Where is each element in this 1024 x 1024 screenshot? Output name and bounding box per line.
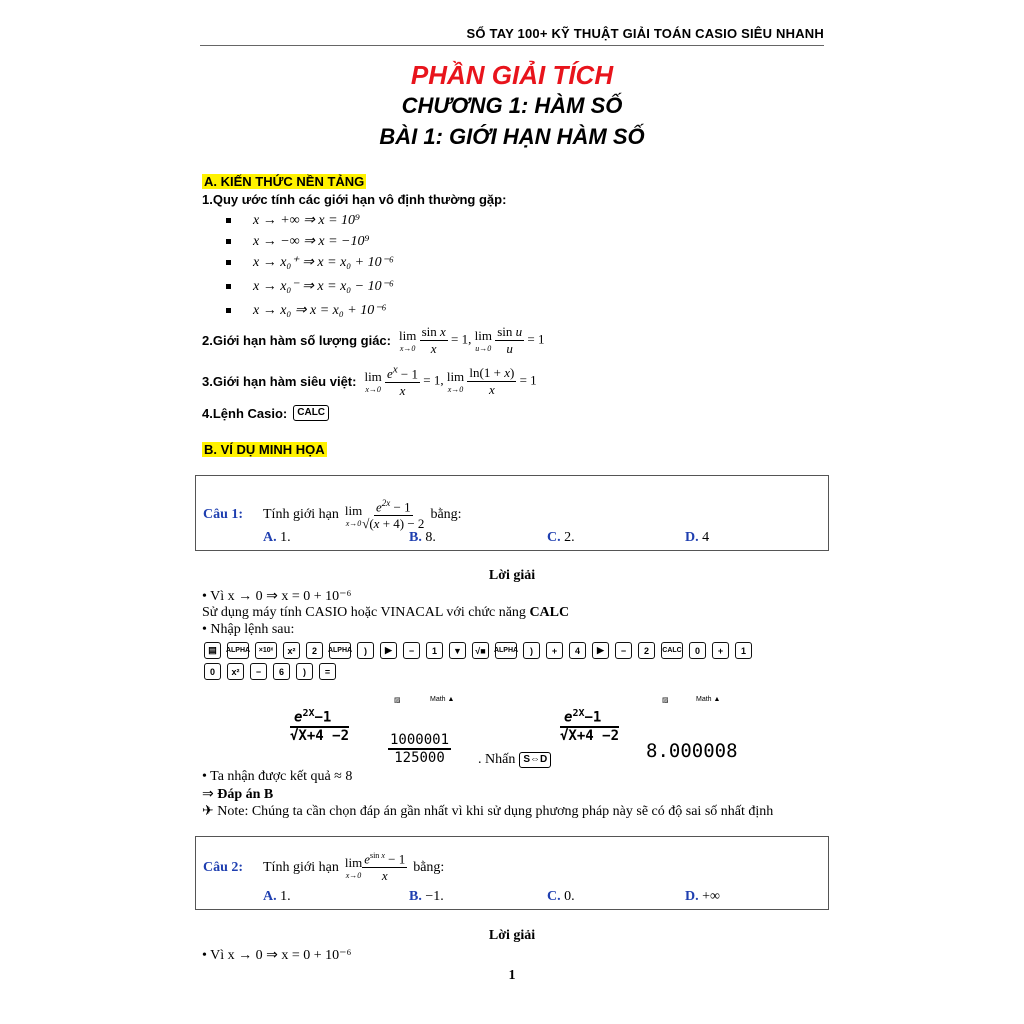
calc-key: CALC [661, 642, 683, 659]
question-2-expression: $\frac{e^{sin x} - 1}{x}$ [364, 851, 406, 884]
calc-key: x² [227, 663, 244, 680]
calc-key: ) [357, 642, 374, 659]
answer-line: ⇒ Đáp án B [202, 787, 274, 802]
q2-option-c[interactable]: C. 0. [547, 889, 575, 904]
solution-1-heading: Lời giải [488, 568, 536, 583]
calc-key: 0 [204, 663, 221, 680]
screen-1-indicator-icon: ▨ [394, 697, 401, 704]
list-item: x → −∞ ⇒ x = −10⁹ [226, 233, 394, 254]
item-3-text: 3.Giới hạn hàm siêu việt: [202, 374, 357, 390]
q1-option-b[interactable]: B. 8. [409, 530, 436, 545]
item-4 [202, 405, 333, 421]
solution-2-line-1: • Vì x → 0 ⇒ x = 0 + 10⁻⁶ [202, 948, 352, 963]
calc-key: ) [296, 663, 313, 680]
q2-option-a[interactable]: A. 1. [263, 889, 291, 904]
note-line: ✈ Note: Chúng ta cần chọn đáp án gần nhất vì khi sử dụng phương pháp này sẽ có độ sai số nhất định [202, 804, 774, 819]
calc-key: ▶ [592, 642, 609, 659]
calc-key: ALPHA [329, 642, 351, 659]
question-2-prompt: Tính giới hạn [263, 859, 339, 875]
q1-option-c[interactable]: C. 2. [547, 530, 575, 545]
calc-key: ALPHA [495, 642, 517, 659]
page-number: 1 [508, 968, 516, 983]
solution-2-heading: Lời giải [488, 928, 536, 943]
list-item: x → x₀ ⇒ x = x₀ + 10⁻⁶ [226, 302, 394, 326]
header-rule [200, 45, 824, 46]
q2-option-d[interactable]: D. +∞ [685, 889, 721, 904]
calc-key: = [319, 663, 336, 680]
running-header: SỔ TAY 100+ KỸ THUẬT GIẢI TOÁN CASIO SIÊU NHANH [466, 26, 824, 41]
item-3 [202, 364, 537, 399]
calc-key: √■ [472, 642, 489, 659]
q2-option-b[interactable]: B. −1. [409, 889, 444, 904]
question-1-suffix: bằng: [430, 507, 462, 523]
calc-key: 2 [638, 642, 655, 659]
calc-key: 6 [273, 663, 290, 680]
calc-key: ▤ [204, 642, 221, 659]
chapter-title: CHƯƠNG 1: HÀM SỐ [401, 93, 623, 118]
question-1-expression: $\frac{e^{2x} - 1}{√(x + 4) - 2}$ [362, 498, 425, 532]
question-2-box [195, 836, 829, 910]
calc-key: 1 [426, 642, 443, 659]
calc-key: ▶ [380, 642, 397, 659]
item-1-text: 1.Quy ước tính các giới hạn vô định thường gặp: [202, 192, 507, 207]
question-2-line: Câu 2: Tính giới hạn lim x→0 $\frac{e^{sin x} - 1}{x}$ bằng: [203, 851, 445, 884]
calc-key: − [403, 642, 420, 659]
screen-2-indicator-icon: ▨ [662, 697, 669, 704]
screen-2-result: 8.000008 [646, 740, 738, 762]
calc-key: ▼ [449, 642, 466, 659]
screen-1-mode: Math ▲ [430, 696, 455, 703]
question-1-label: Câu 1: [203, 507, 244, 523]
press-instruction: . Nhấn S⇔D [478, 752, 555, 768]
item-2-text: 2.Giới hạn hàm số lượng giác: [202, 333, 391, 348]
question-2-label: Câu 2: [203, 859, 244, 875]
sd-key: S⇔D [519, 752, 551, 768]
calc-screen-1 [290, 696, 490, 766]
item-4-text: 4.Lệnh Casio: [202, 405, 288, 421]
calc-key: 4 [569, 642, 586, 659]
calc-key: x² [283, 642, 300, 659]
calc-key: − [615, 642, 632, 659]
calc-key: − [250, 663, 267, 680]
solution-1-line-2: Sử dụng máy tính CASIO hoặc VINACAL với chức năng CALC [202, 605, 570, 620]
section-b-heading: B. VÍ DỤ MINH HỌA [204, 442, 325, 457]
question-1-box [195, 475, 829, 551]
screen-2-expression: $e^{2X}-1$ √X+4 −2 [560, 708, 620, 744]
list-item: x → +∞ ⇒ x = 10⁹ [226, 212, 394, 233]
lesson-title: BÀI 1: GIỚI HẠN HÀM SỐ [379, 124, 645, 149]
calc-key: ) [523, 642, 540, 659]
calc-key: 2 [306, 642, 323, 659]
calc-key: CALC [293, 405, 329, 421]
calc-screen-2 [560, 696, 760, 766]
solution-1-line-3: • Nhập lệnh sau: [202, 622, 295, 637]
key-sequence-row-2 [204, 663, 342, 680]
list-item: x → x₀⁺ ⇒ x = x₀ + 10⁻⁶ [226, 254, 394, 278]
bullet-list [226, 212, 394, 326]
calc-key: ALPHA [227, 642, 249, 659]
calc-key: 1 [735, 642, 752, 659]
calc-key: + [546, 642, 563, 659]
screen-2-mode: Math ▲ [696, 696, 721, 703]
question-1-line: Câu 1: Tính giới hạn lim x→0 $\frac{e^{2x} - 1}{√(x + 4) - 2}$ bằng: [203, 498, 462, 532]
section-a-heading: A. KIẾN THỨC NỀN TẢNG [204, 174, 365, 189]
q1-option-d[interactable]: D. 4 [685, 530, 710, 545]
screen-1-expression: $e^{2X}-1$ √X+4 −2 [290, 708, 350, 744]
trig-limit-formula: lim x→0 $\frac{\text{sin x}}{x}$ = 1, lim u→0 $\frac{\text{sin u}}{u}$ = 1 [398, 324, 545, 356]
question-1-prompt: Tính giới hạn [263, 507, 339, 523]
calc-key: ×10ˣ [255, 642, 277, 659]
part-title: PHẦN GIẢI TÍCH [410, 60, 614, 90]
key-sequence-row-1 [204, 642, 758, 659]
result-line: • Ta nhận được kết quả ≈ 8 [202, 769, 353, 784]
q1-option-a[interactable]: A. 1. [263, 530, 291, 545]
solution-1-line-1: • Vì x → 0 ⇒ x = 0 + 10⁻⁶ [202, 589, 352, 604]
exp-limit-formula: lim x→0 $\frac{e^x - 1}{x}$ = 1, lim x→0 $\frac{\ln(1 + x)}{x}$ = 1 [364, 364, 537, 399]
screen-1-result: $\frac{1000001}{125000}$ [390, 732, 450, 766]
calc-key: 0 [689, 642, 706, 659]
list-item: x → x₀⁻ ⇒ x = x₀ − 10⁻⁶ [226, 278, 394, 302]
item-2 [202, 324, 544, 357]
question-2-suffix: bằng: [413, 859, 445, 875]
calc-key: + [712, 642, 729, 659]
